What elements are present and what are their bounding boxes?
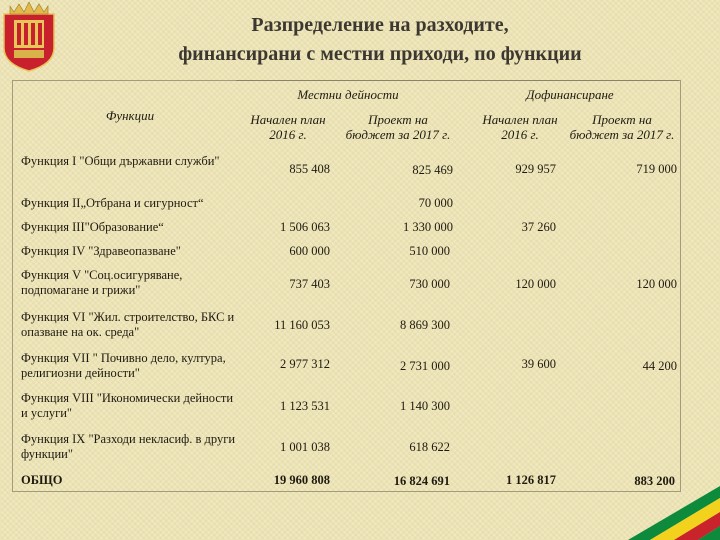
local-plan-value: 1 123 531 bbox=[280, 399, 330, 413]
decorative-flag-stripes-icon bbox=[610, 486, 720, 540]
local-project-value: 825 469 bbox=[412, 163, 453, 177]
municipality-coat-of-arms-icon bbox=[0, 0, 58, 72]
local-project-value: 2 731 000 bbox=[400, 359, 450, 373]
local-plan-value: 1 506 063 bbox=[280, 220, 330, 234]
row-function-name: Функция IX "Разходи некласиф. в други функции" bbox=[21, 432, 236, 461]
local-project-value: 8 869 300 bbox=[400, 318, 450, 332]
local-project-value: 70 000 bbox=[418, 196, 453, 210]
local-project-value: 1 330 000 bbox=[403, 220, 453, 234]
cofin-project-value: 44 200 bbox=[642, 359, 677, 373]
header-local-project: Проект на бюджет за 2017 г. bbox=[345, 112, 451, 142]
header-functions: Функции bbox=[105, 108, 155, 123]
row-total-label: ОБЩО bbox=[21, 473, 63, 487]
total-local-project: 16 824 691 bbox=[393, 474, 450, 488]
cofin-project-value: 719 000 bbox=[636, 162, 677, 176]
row-function-name: Функция VI "Жил. строителство, БКС и опазване на ок. среда" bbox=[21, 310, 235, 339]
header-cofinancing: Дофинансиране bbox=[526, 87, 614, 102]
header-local-activities: Местни дейности bbox=[297, 87, 399, 102]
cofin-plan-value: 929 957 bbox=[515, 162, 556, 176]
cofin-plan-value: 39 600 bbox=[521, 357, 556, 371]
title-line-1: Разпределение на разходите, bbox=[251, 14, 509, 36]
local-project-value: 1 140 300 bbox=[400, 399, 450, 413]
page-title bbox=[100, 11, 660, 69]
total-cofin-plan: 1 126 817 bbox=[506, 473, 556, 487]
row-function-name: Функция III"Образование“ bbox=[21, 220, 164, 234]
row-function-name: Функция I "Общи държавни служби" bbox=[21, 154, 220, 168]
header-cofin-plan: Начален план 2016 г. bbox=[482, 112, 558, 142]
header-local-plan: Начален план 2016 г. bbox=[250, 112, 326, 142]
cofin-plan-value: 37 260 bbox=[521, 220, 556, 234]
local-project-value: 730 000 bbox=[409, 277, 450, 291]
header-cofin-project: Проект на бюджет за 2017 г. bbox=[569, 112, 675, 142]
cofin-plan-value: 120 000 bbox=[515, 277, 556, 291]
row-function-name: Функция II„Отбрана и сигурност“ bbox=[21, 196, 204, 210]
row-function-name: Функция V "Соц.осигуряване, подпомагане и грижи" bbox=[21, 268, 183, 297]
row-function-name: Функция IV "Здравеопазване" bbox=[21, 244, 181, 258]
local-plan-value: 737 403 bbox=[289, 277, 330, 291]
row-function-name: Функция VIII "Икономически дейности и услуги" bbox=[21, 391, 234, 420]
header-divider bbox=[236, 80, 679, 81]
cofin-project-value: 120 000 bbox=[636, 277, 677, 291]
title-line-2: финансирани с местни приходи, по функции bbox=[178, 43, 582, 65]
local-project-value: 510 000 bbox=[409, 244, 450, 258]
total-cofin-project: 883 200 bbox=[634, 474, 675, 488]
local-plan-value: 1 001 038 bbox=[280, 440, 330, 454]
row-function-name: Функция VII " Почивно дело, култура, религиозни дейности" bbox=[21, 351, 226, 380]
local-plan-value: 855 408 bbox=[289, 162, 330, 176]
total-local-plan: 19 960 808 bbox=[273, 473, 330, 487]
local-plan-value: 600 000 bbox=[289, 244, 330, 258]
local-project-value: 618 622 bbox=[409, 440, 450, 454]
local-plan-value: 11 160 053 bbox=[274, 318, 330, 332]
local-plan-value: 2 977 312 bbox=[280, 357, 330, 371]
